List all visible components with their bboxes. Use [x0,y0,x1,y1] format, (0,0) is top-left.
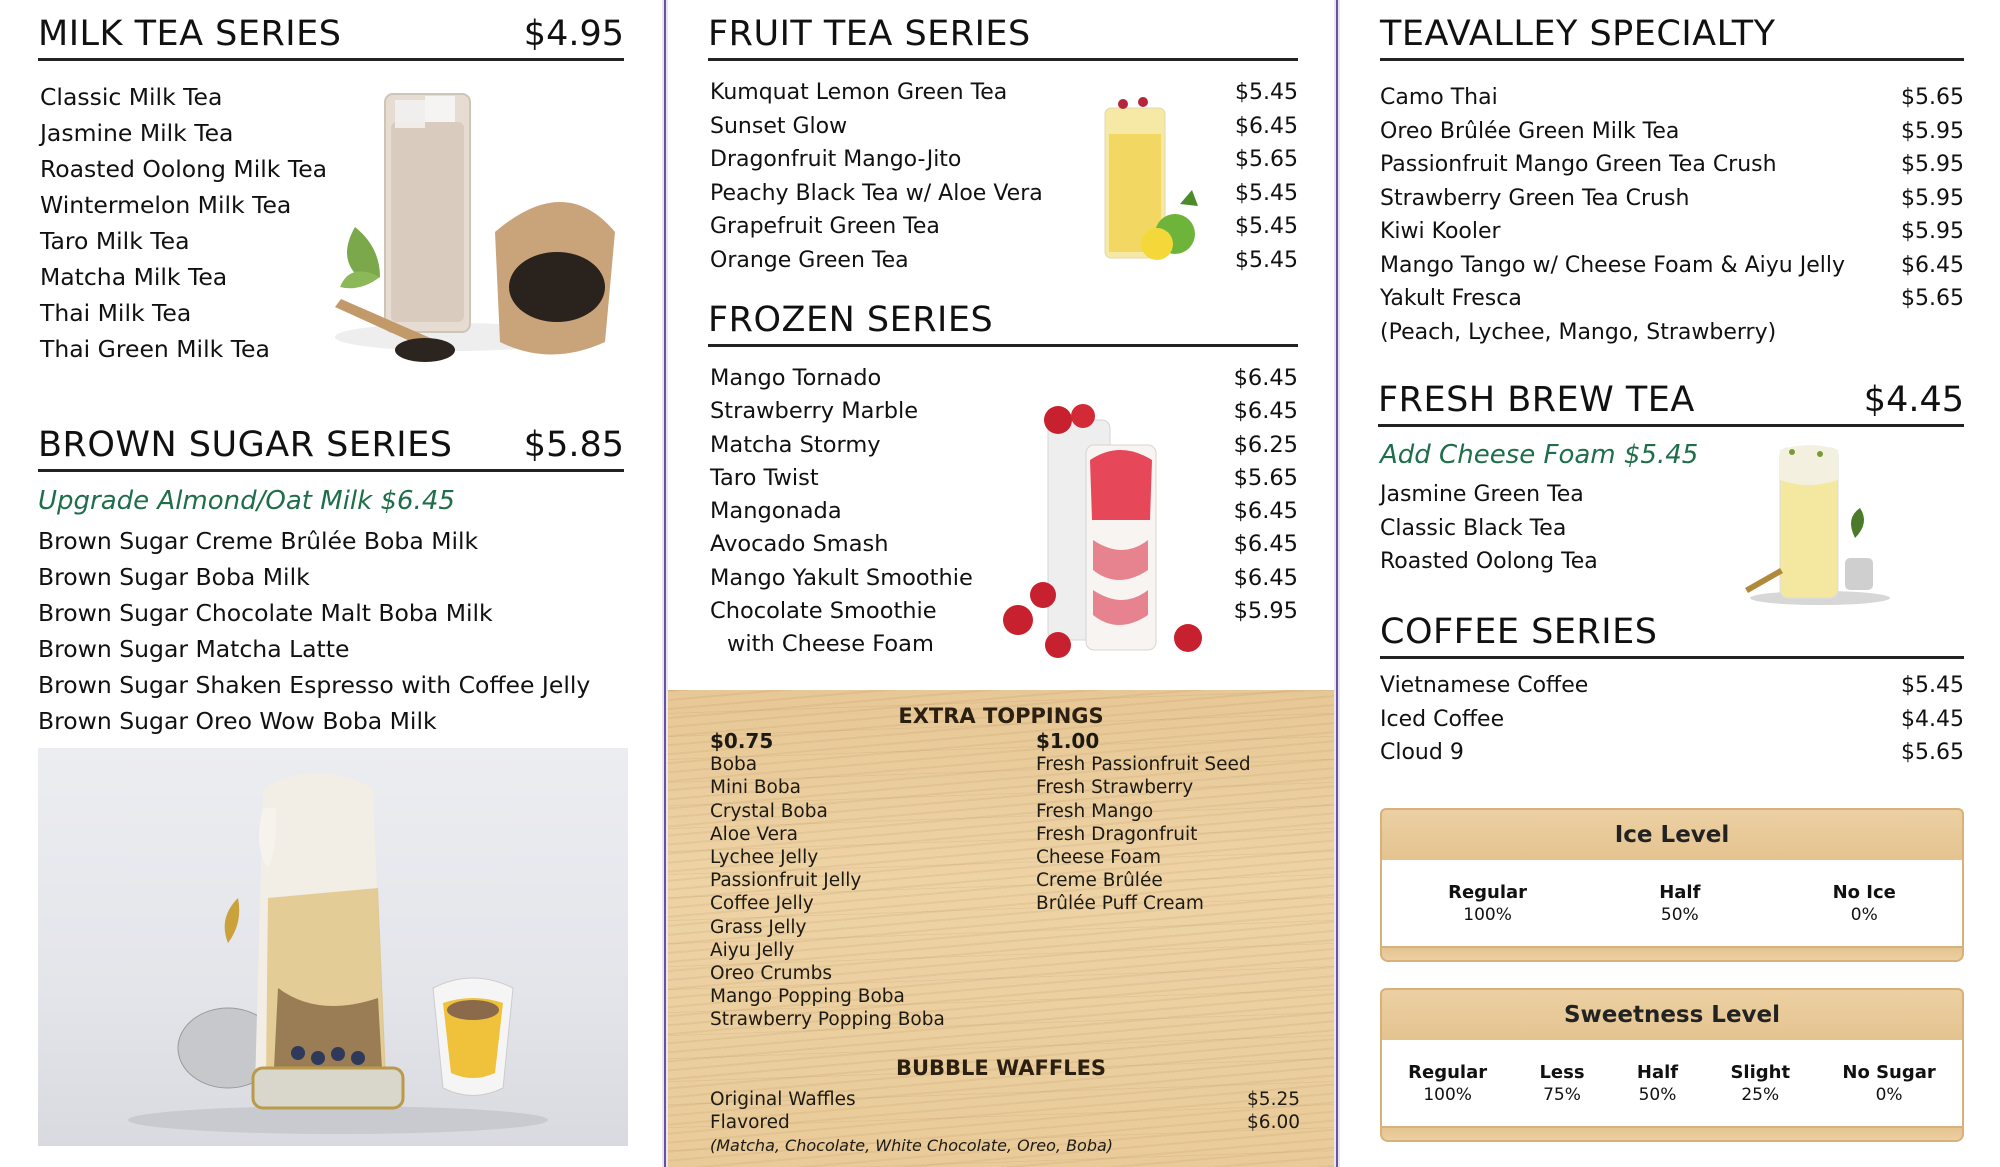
sweetness-option: Half 50% [1636,1061,1679,1105]
sweetness-level-box [1380,988,1964,1142]
fresh-brew-header [1378,380,1964,427]
topping-item: Coffee Jelly [710,893,814,915]
topping-item: Crystal Boba [710,800,828,822]
menu-item: Jasmine Milk Tea [40,119,234,147]
specialty-header [1380,14,1964,61]
menu-item: Thai Milk Tea [40,299,192,327]
frozen-header [708,300,1298,347]
cheese-foam-addon: Add Cheese Foam $5.45 [1380,440,1699,470]
menu-item: Brown Sugar Creme Brûlée Boba Milk [38,527,479,555]
menu-item: Classic Black Tea [1380,515,1567,541]
topping-item: Oreo Crumbs [710,962,832,984]
menu-item: Kumquat Lemon Green Tea $5.45 [710,80,1298,105]
specialty-list [1380,81,1964,349]
menu-item: Vietnamese Coffee $5.45 [1380,673,1964,698]
topping-item: Strawberry Popping Boba [710,1009,945,1031]
fresh-brew-title: FRESH BREW TEA [1378,380,1695,420]
menu-item: Mangonada $6.45 [710,498,1298,525]
strawberry-smoothie-photo [998,400,1208,665]
menu-item-continuation: with Cheese Foam [727,631,934,658]
menu-item: Brown Sugar Boba Milk [38,563,310,591]
menu-item: Avocado Smash $6.45 [710,531,1298,558]
topping-item: Creme Brûlée [1036,870,1163,892]
menu-item: Roasted Oolong Tea [1380,549,1598,574]
menu-item: Brown Sugar Matcha Latte [38,635,350,663]
sweetness-option: Slight 25% [1730,1061,1791,1105]
brown-sugar-header [38,425,624,472]
brown-sugar-list [38,523,638,739]
menu-item: Mango Tango w/ Cheese Foam & Aiyu Jelly $6.45 [1380,252,1964,278]
menu-item: Thai Green Milk Tea [40,335,270,363]
panel-middle [668,0,1334,1167]
menu-item: Oreo Brûlée Green Milk Tea $5.95 [1380,118,1964,144]
ice-option: Half 50% [1659,881,1701,925]
menu-item: Peachy Black Tea w/ Aloe Vera $5.45 [710,180,1298,206]
topping-item: Mango Popping Boba [710,986,905,1008]
menu-item: Kiwi Kooler $5.95 [1380,219,1964,244]
sweetness-option: No Sugar 0% [1842,1061,1936,1105]
menu-item: Matcha Milk Tea [40,263,228,291]
topping-item: Aloe Vera [710,823,798,845]
menu-item: Yakult Fresca $5.65 [1380,286,1964,311]
menu-item: Wintermelon Milk Tea [40,191,292,219]
specialty-title: TEAVALLEY SPECIALTY [1380,14,1776,54]
coffee-title: COFFEE SERIES [1380,612,1658,652]
toppings-col-075 [710,730,945,1031]
toppings-col-100 [1036,730,1251,916]
menu-item: Camo Thai $5.65 [1380,85,1964,110]
ice-level-box [1380,808,1964,962]
menu-item: Sunset Glow $6.45 [710,113,1298,139]
topping-item: Grass Jelly [710,916,807,938]
fresh-brew-photo [1740,438,1900,608]
sweetness-level-title: Sweetness Level [1380,988,1964,1040]
topping-item: Boba [710,754,758,776]
toppings-price-100: $1.00 [1036,729,1100,753]
bubble-waffles-title: BUBBLE WAFFLES [895,1056,1107,1080]
topping-item: Aiyu Jelly [710,939,795,961]
sweetness-level-options [1380,1040,1964,1128]
menu-item: Passionfruit Mango Green Tea Crush $5.95 [1380,152,1964,177]
brown-sugar-title: BROWN SUGAR SERIES [38,425,453,465]
topping-item: Passionfruit Jelly [710,870,862,892]
menu-item: Iced Coffee $4.45 [1380,706,1964,732]
menu-item: Mango Tornado $6.45 [710,365,1298,391]
topping-item: Lychee Jelly [710,846,819,868]
menu-item: Mango Yakult Smoothie $6.45 [710,564,1298,591]
upgrade-milk-note: Upgrade Almond/Oat Milk $6.45 [38,486,455,516]
topping-item: Fresh Dragonfruit [1036,823,1198,845]
menu-item: Strawberry Marble $6.45 [710,398,1298,425]
milk-tea-list [40,79,370,367]
fruit-tea-header [708,14,1298,61]
creme-brulee-boba-photo [38,748,628,1146]
topping-item: Cheese Foam [1036,846,1161,868]
toppings-board [668,690,1334,1167]
menu-item: Dragonfruit Mango-Jito $5.65 [710,147,1298,172]
menu-item: Taro Twist $5.65 [710,464,1298,491]
menu-item: Brown Sugar Oreo Wow Boba Milk [38,707,437,735]
milk-tea-title: MILK TEA SERIES [38,14,342,54]
menu-item: Matcha Stormy $6.25 [710,431,1298,458]
frozen-title: FROZEN SERIES [708,300,994,340]
menu-item-note: (Peach, Lychee, Mango, Strawberry) [1380,319,1777,345]
topping-item: Fresh Passionfruit Seed [1036,754,1251,776]
topping-item: Fresh Strawberry [1036,777,1194,799]
ice-level-options [1380,860,1964,948]
brown-sugar-price: $5.85 [523,425,624,465]
fruit-tea-photo [1085,94,1205,266]
ice-option: Regular 100% [1448,881,1528,925]
menu-item: Grapefruit Green Tea $5.45 [710,214,1298,239]
topping-item: Mini Boba [710,777,801,799]
coffee-list [1380,669,1964,770]
fruit-tea-list [710,76,1298,277]
menu-item: Jasmine Green Tea [1380,482,1584,507]
fresh-brew-price: $4.45 [1863,380,1964,420]
milk-tea-price: $4.95 [523,14,624,54]
panel-left [0,0,662,1167]
toppings-price-075: $0.75 [710,729,774,753]
menu-item: Orange Green Tea $5.45 [710,247,1298,273]
extra-toppings-title: EXTRA TOPPINGS [898,704,1104,728]
sweetness-option: Regular 100% [1408,1061,1488,1105]
waffle-item: Original Waffles $5.25 [710,1089,1300,1110]
coffee-header [1380,612,1964,659]
waffle-item: Flavored $6.00 [710,1112,1300,1134]
menu-item: Cloud 9 $5.65 [1380,740,1964,765]
topping-item: Fresh Mango [1036,800,1154,822]
menu-item: Brown Sugar Chocolate Malt Boba Milk [38,599,493,627]
waffle-flavor-note: (Matcha, Chocolate, White Chocolate, Oreo, Boba) [710,1136,1114,1156]
menu-item: Strawberry Green Tea Crush $5.95 [1380,185,1964,211]
menu-item: Brown Sugar Shaken Espresso with Coffee Jelly [38,671,591,699]
milk-tea-photo [325,82,630,377]
menu-item: Taro Milk Tea [40,227,190,255]
fresh-brew-list [1380,478,1710,579]
ice-level-title: Ice Level [1380,808,1964,860]
panel-right [1340,0,2000,1167]
sweetness-option: Less 75% [1539,1061,1585,1105]
topping-item: Brûlée Puff Cream [1036,893,1204,915]
menu-item: Roasted Oolong Milk Tea [40,155,328,183]
menu-item: Chocolate Smoothie $5.95 [710,598,1298,625]
fruit-tea-title: FRUIT TEA SERIES [708,14,1031,54]
sweetness-level-frame [1380,1128,1964,1142]
waffles-list [710,1088,1300,1158]
milk-tea-header [38,14,624,61]
ice-option: No Ice 0% [1832,881,1896,925]
ice-level-frame [1380,948,1964,962]
menu-item: Classic Milk Tea [40,83,223,111]
